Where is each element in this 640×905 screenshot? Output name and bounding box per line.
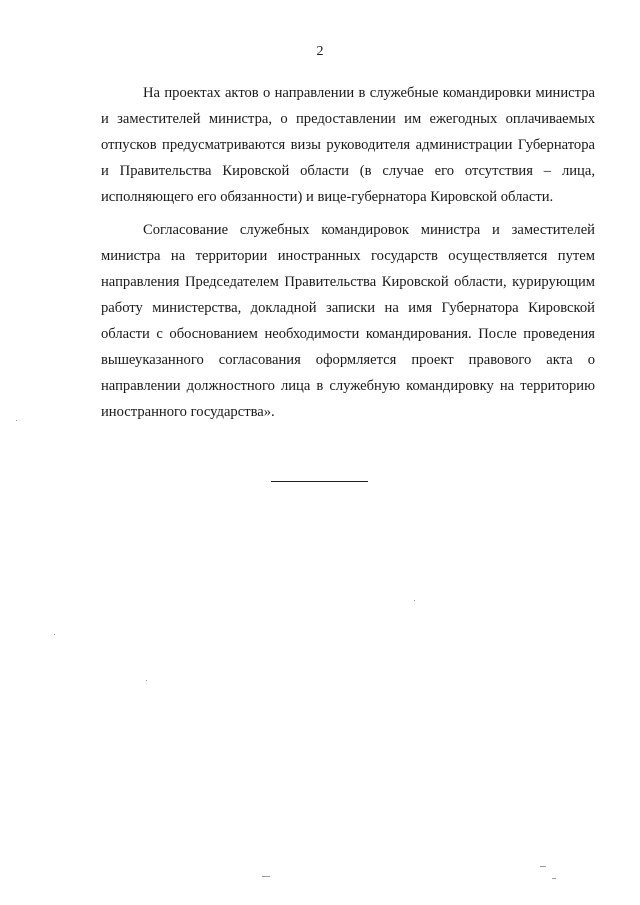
scan-speck: [552, 878, 556, 879]
paragraph-foreign-trips: Согласование служебных командировок министра и заместителей министра на территории иностранных государств осуществляется путем направления Председателем Правительства Кировской области, курирующим работу министерства, докладной записки на имя Губернатора Кировской области с обоснованием необходимости командирования. После проведения вышеуказанного согласования оформляется проект правового акта о направлении должностного лица в служебную командировку на территорию иностранного государства».: [101, 222, 595, 420]
scan-speck: [414, 600, 415, 601]
end-separator-line: [271, 481, 368, 482]
scan-speck: [16, 420, 17, 421]
scan-speck: [262, 876, 270, 877]
scan-speck: [54, 634, 55, 635]
document-body: [101, 80, 595, 432]
scan-speck: [540, 866, 546, 867]
paragraph-visas: На проектах актов о направлении в служебные командировки министра и заместителей министра, о предоставлении им ежегодных оплачиваемых отпусков предусматриваются визы руководителя администрации Губернатора и Правительства Кировской области (в случае его отсутствия – лица, исполняющего его обязанности) и вице-губернатора Кировской области.: [101, 85, 595, 205]
page-number: 2: [316, 44, 324, 59]
scan-speck: [146, 680, 147, 681]
